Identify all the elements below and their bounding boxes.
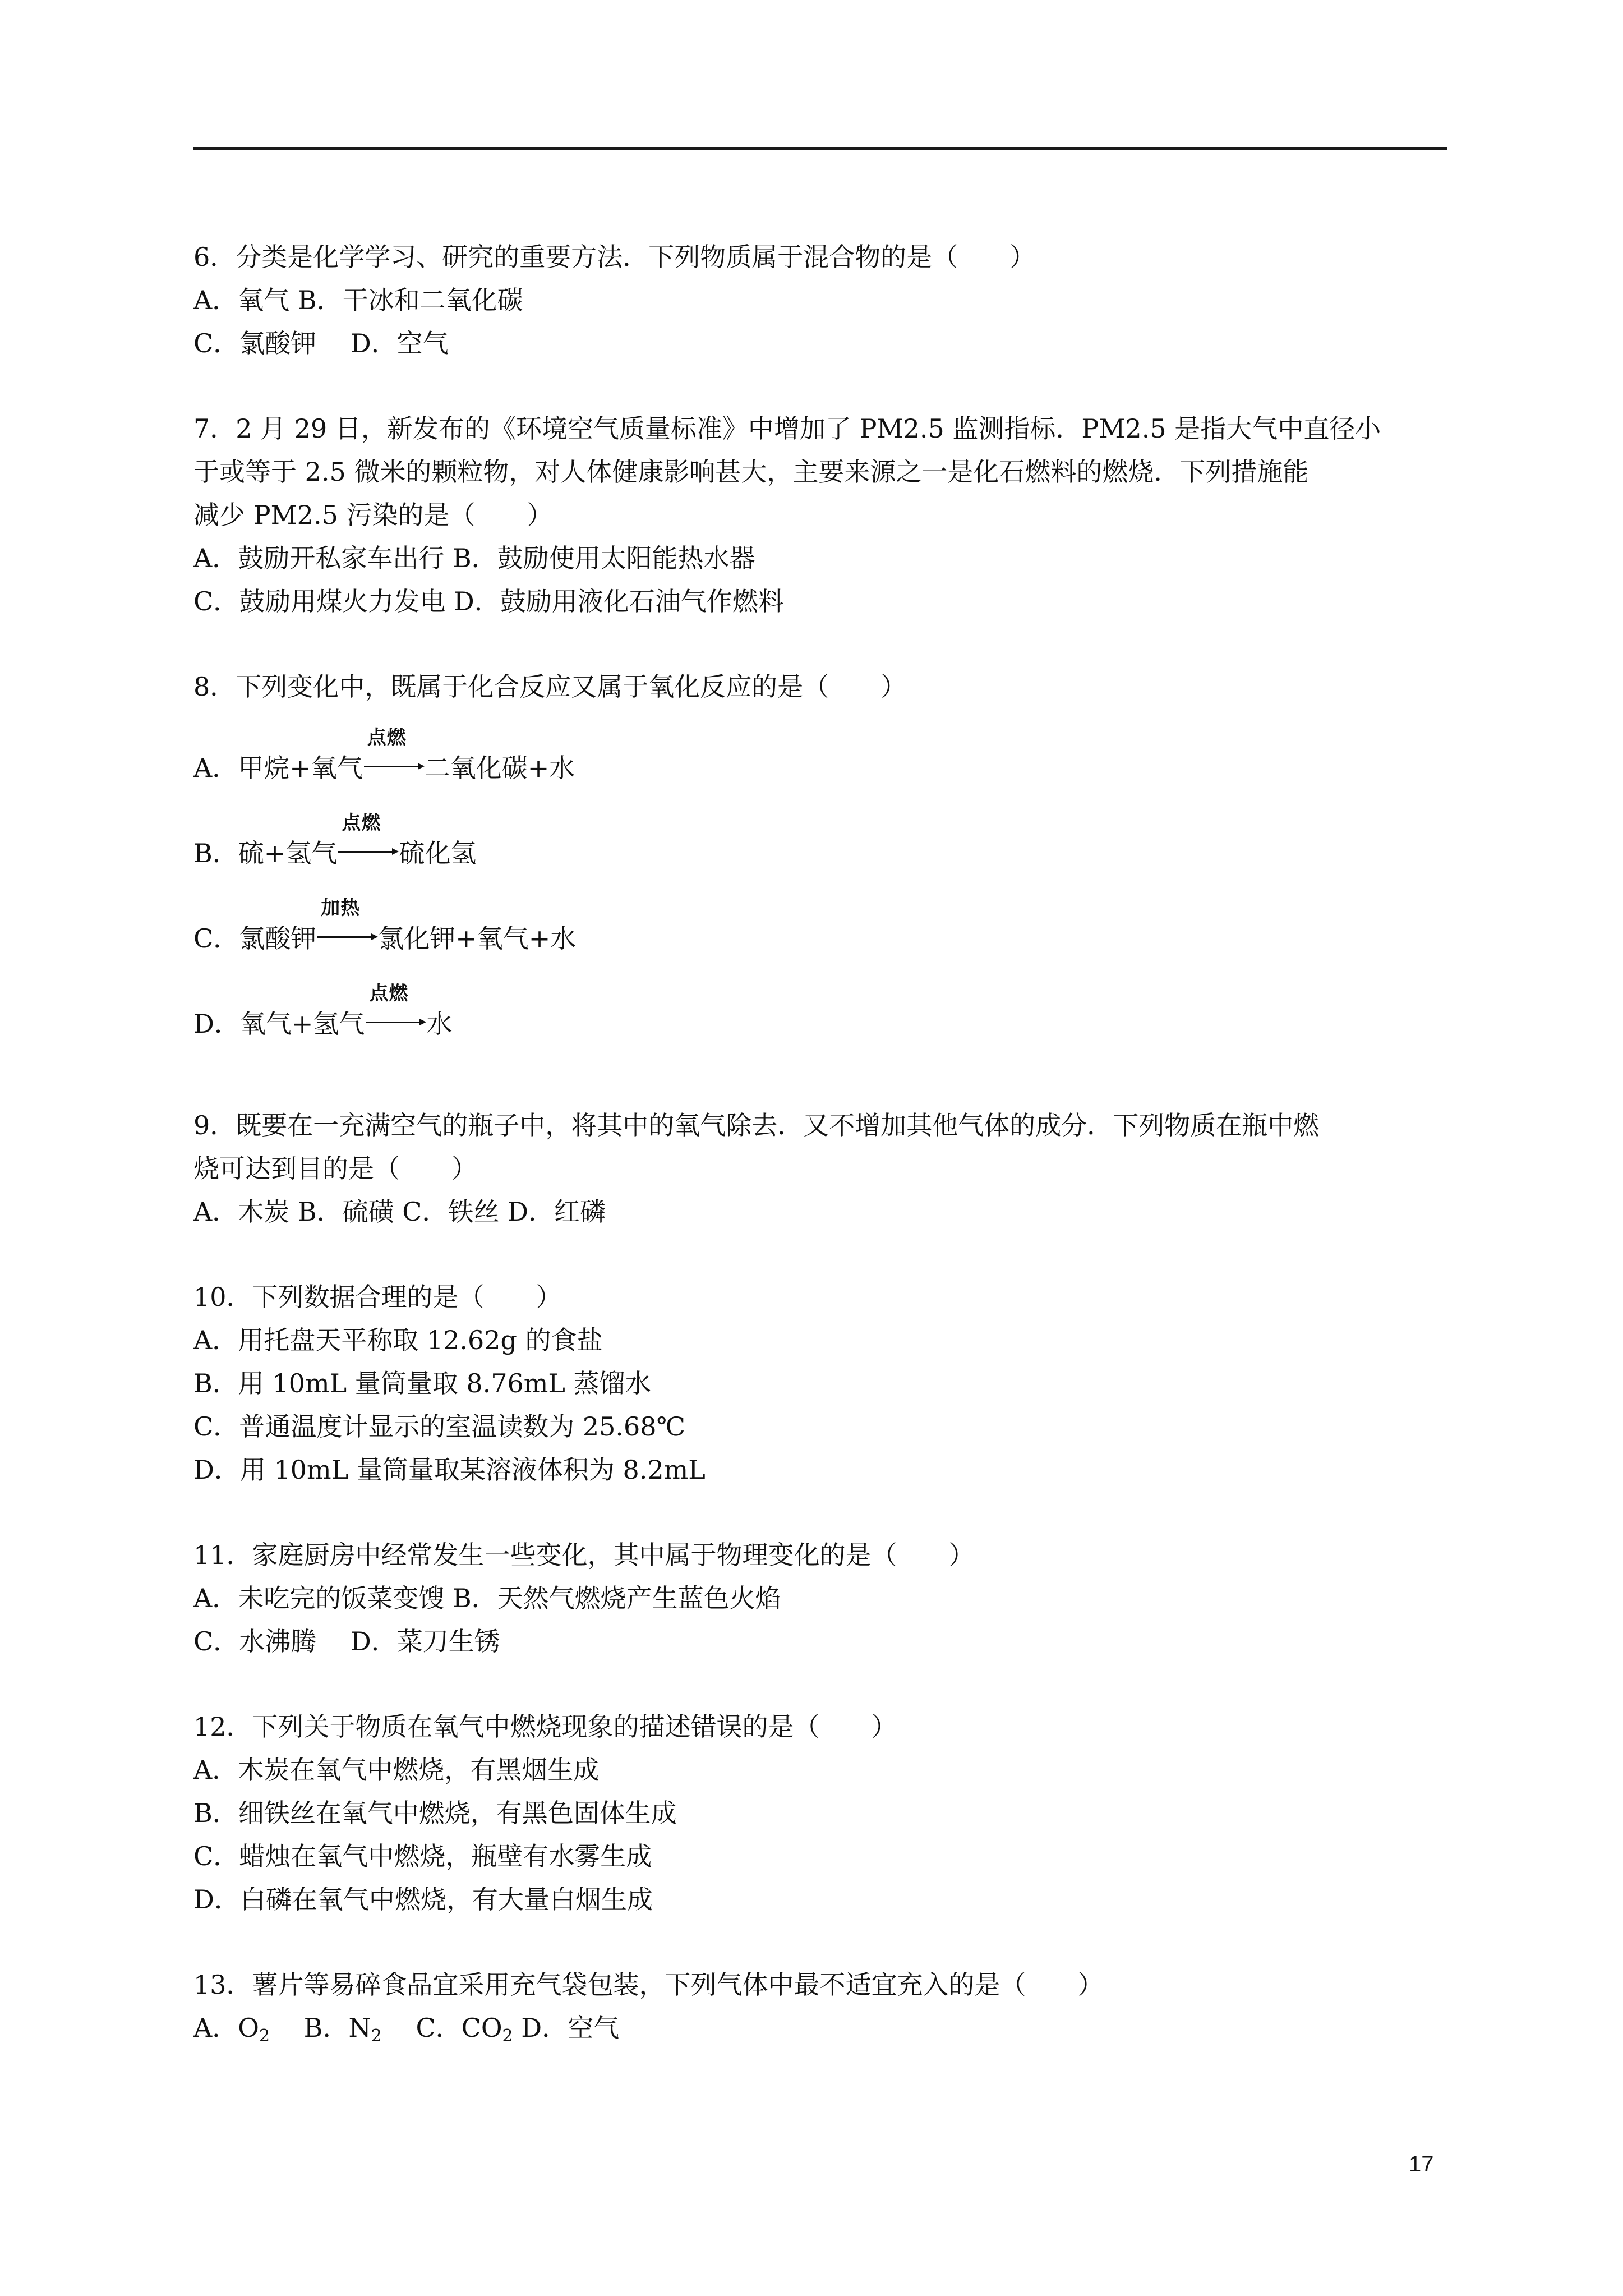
question-stem: 8．下列变化中，既属于化合反应又属于氧化反应的是（ ） (193, 671, 907, 702)
reactants: C．氯酸钾 (193, 923, 317, 954)
question-stem: 12．下列关于物质在氧气中燃烧现象的描述错误的是（ ） (193, 1711, 897, 1742)
option-a-reaction (193, 726, 1447, 786)
question-9 (193, 1104, 1447, 1234)
option-c: C．普通温度计显示的室温读数为 25.68℃ (193, 1411, 685, 1442)
options-a-b: A．氧气 B．干冰和二氧化碳 (193, 285, 523, 315)
option-d: D．白磷在氧气中燃烧，有大量白烟生成 (193, 1884, 653, 1915)
page-number: 17 (1409, 2152, 1434, 2177)
option-d-reaction (193, 982, 1447, 1042)
options-c-d: C．氯酸钾 D．空气 (193, 328, 449, 358)
reaction-arrow (316, 897, 378, 947)
question-8 (193, 665, 1447, 1042)
products: 硫化氢 (399, 838, 477, 868)
reaction-arrow (363, 726, 425, 777)
question-10 (193, 1276, 1447, 1492)
reaction-condition: 点燃 (369, 982, 409, 1005)
reaction-condition: 点燃 (367, 726, 407, 749)
question-stem-line-1: 9．既要在一充满空气的瓶子中，将其中的氧气除去．又不增加其他气体的成分．下列物质在瓶中燃 (193, 1110, 1320, 1140)
question-13 (193, 1963, 1447, 2050)
reactants: B．硫+氢气 (193, 838, 338, 868)
reactants: A．甲烷+氧气 (193, 753, 363, 783)
option-d: D．空气 (521, 2013, 620, 2043)
reaction-arrow (365, 982, 426, 1033)
options: A．木炭 B．硫磺 C．铁丝 D．红磷 (193, 1197, 606, 1227)
question-stem-line-1: 7．2 月 29 日，新发布的《环境空气质量标准》中增加了 PM2.5 监测指标．PM2.5 是指大气中直径小 (193, 413, 1381, 444)
header-rule (193, 147, 1447, 150)
option-b-reaction (193, 812, 1447, 872)
question-6 (193, 236, 1447, 365)
options (193, 2007, 1447, 2050)
question-stem-line-2: 于或等于 2.5 微米的颗粒物，对人体健康影响甚大，主要来源之一是化石燃料的燃烧．下列措施能 (193, 457, 1309, 487)
question-stem: 13．薯片等易碎食品宜采用充气袋包装，下列气体中最不适宜充入的是（ ） (193, 1970, 1104, 2000)
subscript: 2 (259, 2026, 270, 2046)
option-b: B．细铁丝在氧气中燃烧，有黑色固体生成 (193, 1798, 677, 1828)
subscript: 2 (371, 2026, 382, 2046)
option-d: D．用 10mL 量筒量取某溶液体积为 8.2mL (193, 1455, 706, 1485)
option-c: C．蜡烛在氧气中燃烧，瓶壁有水雾生成 (193, 1841, 652, 1871)
question-stem: 11．家庭厨房中经常发生一些变化，其中属于物理变化的是（ ） (193, 1540, 975, 1570)
products: 二氧化碳+水 (424, 753, 575, 783)
question-list (193, 236, 1447, 2092)
option-b: B．用 10mL 量筒量取 8.76mL 蒸馏水 (193, 1368, 651, 1398)
question-7 (193, 407, 1447, 623)
options-c-d: C．水沸腾 D．菜刀生锈 (193, 1626, 500, 1657)
subscript: 2 (502, 2026, 513, 2046)
products: 氯化钾+氧气+水 (378, 923, 577, 954)
question-stem: 10．下列数据合理的是（ ） (193, 1282, 562, 1312)
products: 水 (426, 1009, 453, 1039)
question-stem: 6．分类是化学学习、研究的重要方法．下列物质属于混合物的是（ ） (193, 242, 1036, 272)
question-12 (193, 1705, 1447, 1921)
question-stem-line-3: 减少 PM2.5 污染的是（ ） (193, 500, 553, 530)
option-c-reaction (193, 897, 1447, 957)
reaction-condition: 加热 (321, 897, 361, 919)
option-b: B．N (278, 2013, 371, 2043)
options-a-b: A．鼓励开私家车出行 B．鼓励使用太阳能热水器 (193, 543, 755, 573)
reaction-arrow (337, 812, 399, 862)
option-a: A．O (193, 2013, 259, 2043)
option-c: C．CO (390, 2013, 502, 2043)
question-11 (193, 1534, 1447, 1663)
options-a-b: A．未吃完的饭菜变馊 B．天然气燃烧产生蓝色火焰 (193, 1583, 781, 1613)
option-a: A．用托盘天平称取 12.62g 的食盐 (193, 1325, 603, 1355)
reaction-condition: 点燃 (342, 812, 381, 834)
options-c-d: C．鼓励用煤火力发电 D．鼓励用液化石油气作燃料 (193, 586, 784, 616)
question-stem-line-2: 烧可达到目的是（ ） (193, 1153, 477, 1184)
reactants: D．氧气+氢气 (193, 1009, 365, 1039)
option-a: A．木炭在氧气中燃烧，有黑烟生成 (193, 1755, 600, 1785)
